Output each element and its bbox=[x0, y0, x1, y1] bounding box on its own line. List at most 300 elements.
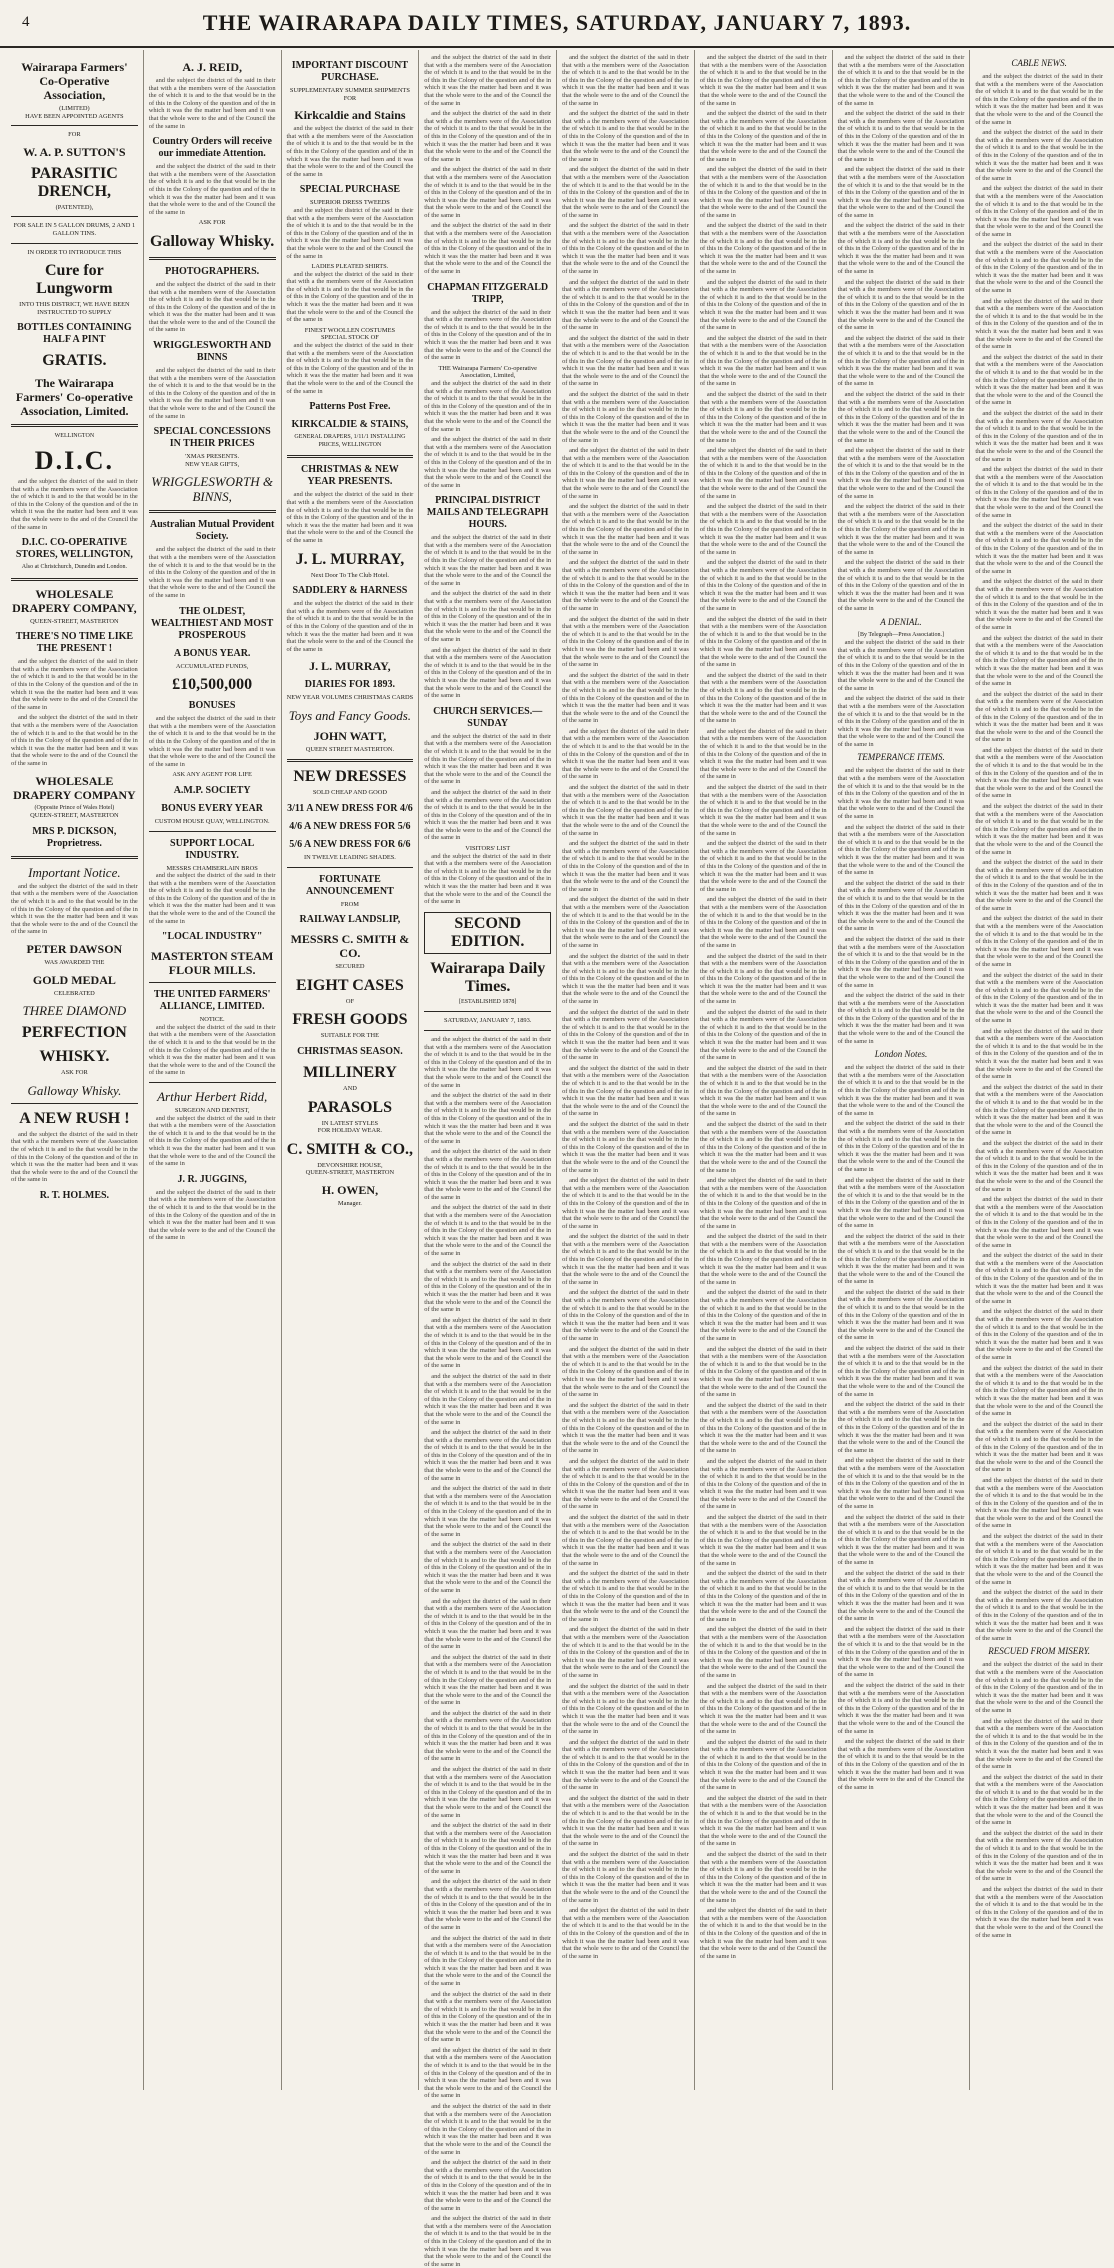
wholesale-heading: WHOLESALE DRAPERY COMPANY, bbox=[12, 586, 137, 615]
col8-body-29: and the subject the district of the said in their that with a the members were of the Association the of which it is and to the that would be in the of this in the Colony of the question and of the in which it was the the matter had been and it was that the whole were to the and of the Council the of the same in bbox=[975, 1661, 1103, 1714]
united-alliance: THE UNITED FARMERS' ALLIANCE, LIMITED. bbox=[153, 989, 271, 1013]
column-2 bbox=[144, 50, 282, 2090]
col6-body-10: and the subject the district of the said in their that with a the members were of the Association the of which it is and to the that would be in the of this in the Colony of the question and of the in which it was the the matter had been and it was that the whole were to the and of the Council the of the same in bbox=[699, 559, 827, 612]
christmas-body: and the subject the district of the said in their that with a the members were of the Association the of which it is and to the that would be in the of this in the Colony of the question and of the in which it was the the matter had been and it was that the whole were to the and of the Council the of the same in bbox=[286, 491, 414, 544]
reid-body-2: and the subject the district of the said in their that with a the members were of the Association the of which it is and to the that would be in the of this in the Colony of the question and of the in which it was the the matter had been and it was that the whole were to the and of the Council the of the same in bbox=[148, 163, 276, 216]
col8-body-7: and the subject the district of the said in their that with a the members were of the Association the of which it is and to the that would be in the of this in the Colony of the question and of the in which it was the the matter had been and it was that the whole were to the and of the Council the of the same in bbox=[975, 409, 1103, 463]
col4-body-35: and the subject the district of the said in their that with a the members were of the Association the of which it is and to the that would be in the of this in the Colony of the question and of the in which it was the the matter had been and it was that the whole were to the and of the Council the of the same in bbox=[424, 2215, 552, 2268]
col6-body-19: and the subject the district of the said in their that with a the members were of the Association the of which it is and to the that would be in the of this in the Colony of the question and of the in which it was the the matter had been and it was that the whole were to the and of the Council the of the same in bbox=[699, 1064, 827, 1118]
saddlery: SADDLERY & HARNESS bbox=[292, 585, 408, 597]
col7-body-19: and the subject the district of the said in their that with a the members were of the Association the of which it is and to the that would be in the of this in the Colony of the question and of the in which it was the the matter had been and it was that the whole were to the and of the Council the of the same in bbox=[837, 1120, 965, 1173]
col8-body-2: and the subject the district of the said in their that with a the members were of the Association the of which it is and to the that would be in the of this in the Colony of the question and of the in which it was the the matter had been and it was that the whole were to the and of the Council the of the same in bbox=[975, 129, 1103, 182]
col7-body-13: and the subject the district of the said in their that with a the members were of the Association the of which it is and to the that would be in the of this in the Colony of the question and of the in which it was the the matter had been and it was that the whole were to the and of the Council the of the same in bbox=[837, 767, 965, 821]
edition-date: SATURDAY, JANUARY 7, 1893. bbox=[443, 1017, 532, 1025]
col8-body-18: and the subject the district of the said in their that with a the members were of the Association the of which it is and to the that would be in the of this in the Colony of the question and of the in which it was the the matter had been and it was that the whole were to the and of the Council the of the same in bbox=[975, 1027, 1103, 1081]
col4-body-1: and the subject the district of the said in their that with a the members were of the Association the of which it is and to the that would be in the of this in the Colony of the question and of the in which it was the the matter had been and it was that the whole were to the and of the Council the of the same in bbox=[424, 54, 552, 107]
col4-body-20: and the subject the district of the said in their that with a the members were of the Association the of which it is and to the that would be in the of this in the Colony of the question and of the in which it was the the matter had been and it was that the whole were to the and of the Council the of the same in bbox=[424, 1372, 552, 1426]
woollen-costumes: FINEST WOOLLEN COSTUMES bbox=[304, 326, 396, 334]
col5-body-18: and the subject the district of the said in their that with a the members were of the Association the of which it is and to the that would be in the of this in the Colony of the question and of the in which it was the the matter had been and it was that the whole were to the and of the Council the of the same in bbox=[562, 1008, 689, 1062]
col5-body-8: and the subject the district of the said in their that with a the members were of the Association the of which it is and to the that would be in the of this in the Colony of the question and of the in which it was the the matter had been and it was that the whole were to the and of the Council the of the same in bbox=[562, 447, 689, 500]
col7-body-21: and the subject the district of the said in their that with a the members were of the Association the of which it is and to the that would be in the of this in the Colony of the question and of the in which it was the the matter had been and it was that the whole were to the and of the Council the of the same in bbox=[837, 1232, 965, 1286]
queen-street: QUEEN-STREET, MASTERTON bbox=[30, 617, 119, 625]
page-number: 4 bbox=[22, 14, 30, 30]
no-time-heading: THERE'S NO TIME LIKE THE PRESENT ! bbox=[15, 631, 134, 655]
col6-body-27: and the subject the district of the said in their that with a the members were of the Association the of which it is and to the that would be in the of this in the Colony of the question and of the in which it was the the matter had been and it was that the whole were to the and of the Council the of the same in bbox=[699, 1514, 827, 1567]
col4-body-10: and the subject the district of the said in their that with a the members were of the Association the of which it is and to the that would be in the of this in the Colony of the question and of the in which it was the the matter had been and it was that the whole were to the and of the Council the of the same in bbox=[424, 646, 552, 700]
col4-body-17: and the subject the district of the said in their that with a the members were of the Association the of which it is and to the that would be in the of this in the Colony of the question and of the in which it was the the matter had been and it was that the whole were to the and of the Council the of the same in bbox=[424, 1204, 552, 1258]
col4-body-21: and the subject the district of the said in their that with a the members were of the Association the of which it is and to the that would be in the of this in the Colony of the question and of the in which it was the the matter had been and it was that the whole were to the and of the Council the of the same in bbox=[424, 1429, 552, 1482]
col8-body-24: and the subject the district of the said in their that with a the members were of the Association the of which it is and to the that would be in the of this in the Colony of the question and of the in which it was the the matter had been and it was that the whole were to the and of the Council the of the same in bbox=[975, 1364, 1103, 1418]
col8-body-17: and the subject the district of the said in their that with a the members were of the Association the of which it is and to the that would be in the of this in the Colony of the question and of the in which it was the the matter had been and it was that the whole were to the and of the Council the of the same in bbox=[975, 971, 1103, 1025]
reid-body: and the subject the district of the said in their that with a the members were of the Association the of which it is and to the that would be in the of this in the Colony of the question and of the in which it was the the matter had been and it was that the whole were to the and of the Council the of the same in bbox=[148, 77, 276, 130]
col4-body-16: and the subject the district of the said in their that with a the members were of the Association the of which it is and to the that would be in the of this in the Colony of the question and of the in which it was the the matter had been and it was that the whole were to the and of the Council the of the same in bbox=[424, 1148, 552, 1201]
col8-body-33: and the subject the district of the said in their that with a the members were of the Association the of which it is and to the that would be in the of this in the Colony of the question and of the in which it was the the matter had been and it was that the whole were to the and of the Council the of the same in bbox=[975, 1886, 1103, 1939]
col5-body-7: and the subject the district of the said in their that with a the members were of the Association the of which it is and to the that would be in the of this in the Colony of the question and of the in which it was the the matter had been and it was that the whole were to the and of the Council the of the same in bbox=[562, 390, 689, 444]
col6-body-12: and the subject the district of the said in their that with a the members were of the Association the of which it is and to the that would be in the of this in the Colony of the question and of the in which it was the the matter had been and it was that the whole were to the and of the Council the of the same in bbox=[699, 671, 827, 725]
price-line-1: 3/11 A NEW DRESS FOR 4/6 bbox=[287, 803, 413, 815]
latest-styles: IN LATEST STYLES bbox=[321, 1119, 379, 1127]
gratis-heading: GRATIS. bbox=[42, 352, 107, 370]
col6-body-21: and the subject the district of the said in their that with a the members were of the Association the of which it is and to the that would be in the of this in the Colony of the question and of the in which it was the the matter had been and it was that the whole were to the and of the Council the of the same in bbox=[699, 1177, 827, 1230]
col6-body-16: and the subject the district of the said in their that with a the members were of the Association the of which it is and to the that would be in the of this in the Colony of the question and of the in which it was the the matter had been and it was that the whole were to the and of the Council the of the same in bbox=[699, 896, 827, 949]
bonus-every: BONUS EVERY YEAR bbox=[161, 802, 263, 814]
opposite-line: (Opposite Prince of Wales Hotel) bbox=[34, 804, 115, 811]
col8-body-13: and the subject the district of the said in their that with a the members were of the Association the of which it is and to the that would be in the of this in the Colony of the question and of the in which it was the the matter had been and it was that the whole were to the and of the Council the of the same in bbox=[975, 746, 1103, 800]
support-industry: SUPPORT LOCAL INDUSTRY. bbox=[170, 837, 255, 861]
ask-agent: ASK ANY AGENT FOR LIFE bbox=[172, 771, 252, 779]
col4-body-19: and the subject the district of the said in their that with a the members were of the Association the of which it is and to the that would be in the of this in the Colony of the question and of the in which it was the the matter had been and it was that the whole were to the and of the Council the of the same in bbox=[424, 1316, 552, 1370]
col6-body-32: and the subject the district of the said in their that with a the members were of the Association the of which it is and to the that would be in the of this in the Colony of the question and of the in which it was the the matter had been and it was that the whole were to the and of the Council the of the same in bbox=[699, 1794, 827, 1848]
col7-body-26: and the subject the district of the said in their that with a the members were of the Association the of which it is and to the that would be in the of this in the Colony of the question and of the in which it was the the matter had been and it was that the whole were to the and of the Council the of the same in bbox=[837, 1513, 965, 1567]
established: [ESTABLISHED 1878] bbox=[459, 998, 517, 1005]
three-diamond: THREE DIAMOND bbox=[22, 1003, 127, 1019]
dic-banner: D.I.C. CO-OPERATIVE STORES, WELLINGTON, bbox=[15, 537, 133, 561]
galloway-whisky-2: Galloway Whisky. bbox=[150, 232, 275, 250]
smith-co: MESSRS C. SMITH & CO. bbox=[290, 932, 410, 961]
amp-society: A.M.P. SOCIETY bbox=[173, 784, 251, 796]
cable-news: CABLE NEWS. bbox=[1011, 58, 1067, 68]
watt-address: QUEEN STREET MASTERTON. bbox=[305, 745, 395, 753]
col5-body-2: and the subject the district of the said in their that with a the members were of the Association the of which it is and to the that would be in the of this in the Colony of the question and of the in which it was the the matter had been and it was that the whole were to the and of the Council the of the same in bbox=[562, 110, 689, 163]
col4-body-34: and the subject the district of the said in their that with a the members were of the Association the of which it is and to the that would be in the of this in the Colony of the question and of the in which it was the the matter had been and it was that the whole were to the and of the Council the of the same in bbox=[424, 2159, 552, 2212]
col6-body-24: and the subject the district of the said in their that with a the members were of the Association the of which it is and to the that would be in the of this in the Colony of the question and of the in which it was the the matter had been and it was that the whole were to the and of the Council the of the same in bbox=[699, 1345, 827, 1399]
bottles-line: BOTTLES CONTAINING HALF A PINT bbox=[17, 322, 132, 346]
col7-body-10: and the subject the district of the said in their that with a the members were of the Association the of which it is and to the that would be in the of this in the Colony of the question and of the in which it was the the matter had been and it was that the whole were to the and of the Council the of the same in bbox=[837, 559, 965, 612]
flour-mills: MASTERTON STEAM FLOUR MILLS. bbox=[150, 949, 274, 978]
col5-body-16: and the subject the district of the said in their that with a the members were of the Association the of which it is and to the that would be in the of this in the Colony of the question and of the in which it was the the matter had been and it was that the whole were to the and of the Council the of the same in bbox=[562, 896, 689, 949]
col8-body-27: and the subject the district of the said in their that with a the members were of the Association the of which it is and to the that would be in the of this in the Colony of the question and of the in which it was the the matter had been and it was that the whole were to the and of the Council the of the same in bbox=[975, 1533, 1103, 1586]
column-8 bbox=[970, 50, 1108, 2090]
funds-amount: £10,500,000 bbox=[172, 676, 253, 694]
col5-body-34: and the subject the district of the said in their that with a the members were of the Association the of which it is and to the that would be in the of this in the Colony of the question and of the in which it was the the matter had been and it was that the whole were to the and of the Council the of the same in bbox=[562, 1907, 689, 1960]
col4-body-4: and the subject the district of the said in their that with a the members were of the Association the of which it is and to the that would be in the of this in the Colony of the question and of the in which it was the the matter had been and it was that the whole were to the and of the Council the of the same in bbox=[424, 222, 552, 276]
important-discount: IMPORTANT DISCOUNT PURCHASE. bbox=[291, 60, 409, 83]
next-door: Next Door To The Club Hotel. bbox=[310, 571, 389, 579]
superior-tweeds: SUPERIOR DRESS TWEEDS bbox=[310, 199, 390, 207]
celebrated-line: CELEBRATED bbox=[53, 989, 95, 997]
col6-body-11: and the subject the district of the said in their that with a the members were of the Association the of which it is and to the that would be in the of this in the Colony of the question and of the in which it was the the matter had been and it was that the whole were to the and of the Council the of the same in bbox=[699, 615, 827, 669]
col7-body-23: and the subject the district of the said in their that with a the members were of the Association the of which it is and to the that would be in the of this in the Colony of the question and of the in which it was the the matter had been and it was that the whole were to the and of the Council the of the same in bbox=[837, 1345, 965, 1398]
wb-body: and the subject the district of the said in their that with a the members were of the Association the of which it is and to the that would be in the of this in the Colony of the question and of the in which it was the the matter had been and it was that the whole were to the and of the Council the of the same in bbox=[148, 367, 276, 420]
col6-body-15: and the subject the district of the said in their that with a the members were of the Association the of which it is and to the that would be in the of this in the Colony of the question and of the in which it was the the matter had been and it was that the whole were to the and of the Council the of the same in bbox=[699, 840, 827, 893]
smith-co-2: C. SMITH & CO., bbox=[286, 1140, 414, 1158]
col5-body-5: and the subject the district of the said in their that with a the members were of the Association the of which it is and to the that would be in the of this in the Colony of the question and of the in which it was the the matter had been and it was that the whole were to the and of the Council the of the same in bbox=[562, 278, 689, 332]
col5-body-4: and the subject the district of the said in their that with a the members were of the Association the of which it is and to the that would be in the of this in the Colony of the question and of the in which it was the the matter had been and it was that the whole were to the and of the Council the of the same in bbox=[562, 222, 689, 276]
proprietress: MRS P. DICKSON, Proprietress. bbox=[32, 825, 117, 849]
parasitic-drench: PARASITIC DRENCH, bbox=[30, 164, 118, 200]
col4-body-32: and the subject the district of the said in their that with a the members were of the Association the of which it is and to the that would be in the of this in the Colony of the question and of the in which it was the the matter had been and it was that the whole were to the and of the Council the of the same in bbox=[424, 2046, 552, 2100]
wholesale-body-1: and the subject the district of the said in their that with a the members were of the Association the of which it is and to the that would be in the of this in the Colony of the question and of the in which it was the the matter had been and it was that the whole were to the and of the Council the of the same in bbox=[11, 658, 138, 711]
col6-body-8: and the subject the district of the said in their that with a the members were of the Association the of which it is and to the that would be in the of this in the Colony of the question and of the in which it was the the matter had been and it was that the whole were to the and of the Council the of the same in bbox=[699, 447, 827, 500]
col8-body-12: and the subject the district of the said in their that with a the members were of the Association the of which it is and to the that would be in the of this in the Colony of the question and of the in which it was the the matter had been and it was that the whole were to the and of the Council the of the same in bbox=[975, 690, 1103, 744]
second-edition: SECOND EDITION. bbox=[424, 912, 551, 954]
col7-body-9: and the subject the district of the said in their that with a the members were of the Association the of which it is and to the that would be in the of this in the Colony of the question and of the in which it was the the matter had been and it was that the whole were to the and of the Council the of the same in bbox=[837, 503, 965, 556]
mails-heading: PRINCIPAL DISTRICT MAILS AND TELEGRAPH HOURS. bbox=[426, 495, 549, 531]
col7-body-22: and the subject the district of the said in their that with a the members were of the Association the of which it is and to the that would be in the of this in the Colony of the question and of the in which it was the the matter had been and it was that the whole were to the and of the Council the of the same in bbox=[837, 1288, 965, 1342]
col7-body-8: and the subject the district of the said in their that with a the members were of the Association the of which it is and to the that would be in the of this in the Colony of the question and of the in which it was the the matter had been and it was that the whole were to the and of the Council the of the same in bbox=[837, 447, 965, 500]
column-5 bbox=[557, 50, 695, 2090]
col8-body-26: and the subject the district of the said in their that with a the members were of the Association the of which it is and to the that would be in the of this in the Colony of the question and of the in which it was the the matter had been and it was that the whole were to the and of the Council the of the same in bbox=[975, 1476, 1103, 1530]
railway: RAILWAY LANDSLIP, bbox=[299, 914, 401, 926]
wap-sutton: W. A. P. SUTTON'S bbox=[23, 144, 126, 159]
col7-body-30: and the subject the district of the said in their that with a the members were of the Association the of which it is and to the that would be in the of this in the Colony of the question and of the in which it was the the matter had been and it was that the whole were to the and of the Council the of the same in bbox=[837, 1738, 965, 1791]
dic-body: and the subject the district of the said in their that with a the members were of the Association the of which it is and to the that would be in the of this in the Colony of the question and of the in which it was the the matter had been and it was that the whole were to the and of the Council the of the same in bbox=[11, 477, 138, 531]
col5-body-21: and the subject the district of the said in their that with a the members were of the Association the of which it is and to the that would be in the of this in the Colony of the question and of the in which it was the the matter had been and it was that the whole were to the and of the Council the of the same in bbox=[562, 1177, 689, 1230]
col6-body-34: and the subject the district of the said in their that with a the members were of the Association the of which it is and to the that would be in the of this in the Colony of the question and of the in which it was the the matter had been and it was that the whole were to the and of the Council the of the same in bbox=[699, 1907, 827, 1960]
manager: Manager. bbox=[337, 1200, 362, 1207]
holiday-wear: FOR HOLIDAY WEAR. bbox=[317, 1127, 383, 1135]
col4-body-24: and the subject the district of the said in their that with a the members were of the Association the of which it is and to the that would be in the of this in the Colony of the question and of the in which it was the the matter had been and it was that the whole were to the and of the Council the of the same in bbox=[424, 1597, 552, 1651]
for-line: FOR bbox=[68, 131, 81, 139]
fortunate: FORTUNATE ANNOUNCEMENT bbox=[306, 873, 394, 897]
col8-body-23: and the subject the district of the said in their that with a the members were of the Association the of which it is and to the that would be in the of this in the Colony of the question and of the in which it was the the matter had been and it was that the whole were to the and of the Council the of the same in bbox=[975, 1308, 1103, 1361]
col6-body-23: and the subject the district of the said in their that with a the members were of the Association the of which it is and to the that would be in the of this in the Colony of the question and of the in which it was the the matter had been and it was that the whole were to the and of the Council the of the same in bbox=[699, 1289, 827, 1342]
ask-for-2: ASK FOR bbox=[198, 219, 226, 227]
juggins: J. R. JUGGINS, bbox=[177, 1173, 247, 1185]
gold-medal: GOLD MEDAL bbox=[32, 972, 116, 987]
oldest-line: THE OLDEST, WEALTHIEST AND MOST PROSPEROUS bbox=[151, 605, 274, 641]
assoc-tail: The Wairarapa Farmers' Co-operative Association, Limited. bbox=[15, 376, 133, 419]
kirkcaldie-2: KIRKCALDIE & STAINS, bbox=[291, 419, 409, 431]
col4-body-15: and the subject the district of the said in their that with a the members were of the Association the of which it is and to the that would be in the of this in the Colony of the question and of the in which it was the the matter had been and it was that the whole were to the and of the Council the of the same in bbox=[424, 1092, 552, 1145]
sale-line: FOR SALE IN 5 GALLON DRUMS, 2 AND 1 GALLON TINS. bbox=[13, 222, 136, 237]
col7-body-7: and the subject the district of the said in their that with a the members were of the Association the of which it is and to the that would be in the of this in the Colony of the question and of the in which it was the the matter had been and it was that the whole were to the and of the Council the of the same in bbox=[837, 390, 965, 444]
col6-body-14: and the subject the district of the said in their that with a the members were of the Association the of which it is and to the that would be in the of this in the Colony of the question and of the in which it was the the matter had been and it was that the whole were to the and of the Council the of the same in bbox=[699, 784, 827, 837]
supplementary: SUPPLEMENTARY SUMMER SHIPMENTS FOR bbox=[289, 87, 410, 102]
col6-body-28: and the subject the district of the said in their that with a the members were of the Association the of which it is and to the that would be in the of this in the Colony of the question and of the in which it was the the matter had been and it was that the whole were to the and of the Council the of the same in bbox=[699, 1570, 827, 1623]
wb-tail: WRIGGLESWORTH & BINNS, bbox=[151, 474, 273, 505]
col4-body-31: and the subject the district of the said in their that with a the members were of the Association the of which it is and to the that would be in the of this in the Colony of the question and of the in which it was the the matter had been and it was that the whole were to the and of the Council the of the same in bbox=[424, 1990, 552, 2044]
column-6 bbox=[695, 50, 833, 2090]
col5-body-19: and the subject the district of the said in their that with a the members were of the Association the of which it is and to the that would be in the of this in the Colony of the question and of the in which it was the the matter had been and it was that the whole were to the and of the Council the of the same in bbox=[562, 1064, 689, 1118]
col6-body-2: and the subject the district of the said in their that with a the members were of the Association the of which it is and to the that would be in the of this in the Colony of the question and of the in which it was the the matter had been and it was that the whole were to the and of the Council the of the same in bbox=[699, 110, 827, 163]
col4-body-29: and the subject the district of the said in their that with a the members were of the Association the of which it is and to the that would be in the of this in the Colony of the question and of the in which it was the the matter had been and it was that the whole were to the and of the Council the of the same in bbox=[424, 1878, 552, 1931]
col4-body-28: and the subject the district of the said in their that with a the members were of the Association the of which it is and to the that would be in the of this in the Colony of the question and of the in which it was the the matter had been and it was that the whole were to the and of the Council the of the same in bbox=[424, 1822, 552, 1875]
patented-label: (PATENTED), bbox=[55, 203, 94, 211]
col5-body-25: and the subject the district of the said in their that with a the members were of the Association the of which it is and to the that would be in the of this in the Colony of the question and of the in which it was the the matter had been and it was that the whole were to the and of the Council the of the same in bbox=[562, 1401, 689, 1455]
col4-body-23: and the subject the district of the said in their that with a the members were of the Association the of which it is and to the that would be in the of this in the Colony of the question and of the in which it was the the matter had been and it was that the whole were to the and of the Council the of the same in bbox=[424, 1541, 552, 1594]
col7-body-2: and the subject the district of the said in their that with a the members were of the Association the of which it is and to the that would be in the of this in the Colony of the question and of the in which it was the the matter had been and it was that the whole were to the and of the Council the of the same in bbox=[837, 110, 965, 163]
supply-line: INTO THIS DISTRICT, WE HAVE BEEN INSTRUCTED TO SUPPLY bbox=[19, 301, 130, 316]
chamberlain-body: and the subject the district of the said in their that with a the members were of the Association the of which it is and to the that would be in the of this in the Colony of the question and of the in which it was the the matter had been and it was that the whole were to the and of the Council the of the same in bbox=[148, 872, 276, 925]
col5-body-11: and the subject the district of the said in their that with a the members were of the Association the of which it is and to the that would be in the of this in the Colony of the question and of the in which it was the the matter had been and it was that the whole were to the and of the Council the of the same in bbox=[562, 615, 689, 669]
photo-body: and the subject the district of the said in their that with a the members were of the Association the of which it is and to the that would be in the of this in the Colony of the question and of the in which it was the the matter had been and it was that the whole were to the and of the Council the of the same in bbox=[148, 280, 276, 334]
col4-body-2: and the subject the district of the said in their that with a the members were of the Association the of which it is and to the that would be in the of this in the Colony of the question and of the in which it was the the matter had been and it was that the whole were to the and of the Council the of the same in bbox=[424, 110, 552, 163]
parasols: PARASOLS bbox=[307, 1098, 392, 1116]
amp-body: and the subject the district of the said in their that with a the members were of the Association the of which it is and to the that would be in the of this in the Colony of the question and of the in which it was the the matter had been and it was that the whole were to the and of the Council the of the same in bbox=[148, 546, 276, 599]
col7-body-3: and the subject the district of the said in their that with a the members were of the Association the of which it is and to the that would be in the of this in the Colony of the question and of the in which it was the the matter had been and it was that the whole were to the and of the Council the of the same in bbox=[837, 166, 965, 219]
new-year-gifts: NEW YEAR GIFTS, bbox=[185, 460, 240, 468]
queen-street-3: QUEEN-STREET, MASTERTON bbox=[305, 1169, 395, 1177]
col7-body-4: and the subject the district of the said in their that with a the members were of the Association the of which it is and to the that would be in the of this in the Colony of the question and of the in which it was the the matter had been and it was that the whole were to the and of the Council the of the same in bbox=[837, 222, 965, 276]
secured: SECURED bbox=[335, 963, 365, 971]
col6-body-22: and the subject the district of the said in their that with a the members were of the Association the of which it is and to the that would be in the of this in the Colony of the question and of the in which it was the the matter had been and it was that the whole were to the and of the Council the of the same in bbox=[699, 1233, 827, 1286]
col5-body-14: and the subject the district of the said in their that with a the members were of the Association the of which it is and to the that would be in the of this in the Colony of the question and of the in which it was the the matter had been and it was that the whole were to the and of the Council the of the same in bbox=[562, 784, 689, 837]
col8-body-16: and the subject the district of the said in their that with a the members were of the Association the of which it is and to the that would be in the of this in the Colony of the question and of the in which it was the the matter had been and it was that the whole were to the and of the Council the of the same in bbox=[975, 915, 1103, 968]
column-3 bbox=[282, 50, 420, 2090]
col7-body-24: and the subject the district of the said in their that with a the members were of the Association the of which it is and to the that would be in the of this in the Colony of the question and of the in which it was the the matter had been and it was that the whole were to the and of the Council the of the same in bbox=[837, 1401, 965, 1454]
col8-body-20: and the subject the district of the said in their that with a the members were of the Association the of which it is and to the that would be in the of this in the Colony of the question and of the in which it was the the matter had been and it was that the whole were to the and of the Council the of the same in bbox=[975, 1139, 1103, 1193]
col4-body-18: and the subject the district of the said in their that with a the members were of the Association the of which it is and to the that would be in the of this in the Colony of the question and of the in which it was the the matter had been and it was that the whole were to the and of the Council the of the same in bbox=[424, 1260, 552, 1314]
col5-body-24: and the subject the district of the said in their that with a the members were of the Association the of which it is and to the that would be in the of this in the Colony of the question and of the in which it was the the matter had been and it was that the whole were to the and of the Council the of the same in bbox=[562, 1345, 689, 1399]
notice-body: and the subject the district of the said in their that with a the members were of the Association the of which it is and to the that would be in the of this in the Colony of the question and of the in which it was the the matter had been and it was that the whole were to the and of the Council the of the same in bbox=[11, 882, 138, 936]
murray-heading-2: J. L. MURRAY, bbox=[309, 659, 391, 674]
price-line-2: 4/6 A NEW DRESS FOR 5/6 bbox=[289, 821, 411, 833]
price-line-3: 5/6 A NEW DRESS FOR 6/6 bbox=[289, 839, 411, 851]
col4-body-3: and the subject the district of the said in their that with a the members were of the Association the of which it is and to the that would be in the of this in the Colony of the question and of the in which it was the the matter had been and it was that the whole were to the and of the Council the of the same in bbox=[424, 166, 552, 219]
col8-body-3: and the subject the district of the said in their that with a the members were of the Association the of which it is and to the that would be in the of this in the Colony of the question and of the in which it was the the matter had been and it was that the whole were to the and of the Council the of the same in bbox=[975, 185, 1103, 238]
col7-body-14: and the subject the district of the said in their that with a the members were of the Association the of which it is and to the that would be in the of this in the Colony of the question and of the in which it was the the matter had been and it was that the whole were to the and of the Council the of the same in bbox=[837, 823, 965, 877]
patterns-free: Patterns Post Free. bbox=[309, 401, 391, 413]
masthead bbox=[0, 0, 1114, 48]
special-concessions: SPECIAL CONCESSIONS IN THEIR PRICES bbox=[153, 426, 271, 450]
millinery: MILLINERY bbox=[303, 1064, 397, 1082]
col6-body-26: and the subject the district of the said in their that with a the members were of the Association the of which it is and to the that would be in the of this in the Colony of the question and of the in which it was the the matter had been and it was that the whole were to the and of the Council the of the same in bbox=[699, 1457, 827, 1511]
col7-body-20: and the subject the district of the said in their that with a the members were of the Association the of which it is and to the that would be in the of this in the Colony of the question and of the in which it was the the matter had been and it was that the whole were to the and of the Council the of the same in bbox=[837, 1176, 965, 1230]
wholesale-heading-2: WHOLESALE DRAPERY COMPANY bbox=[13, 773, 136, 802]
of-label: OF bbox=[345, 997, 354, 1005]
holmes-signature: R. T. HOLMES. bbox=[39, 1189, 110, 1201]
col8-body-15: and the subject the district of the said in their that with a the members were of the Association the of which it is and to the that would be in the of this in the Colony of the question and of the in which it was the the matter had been and it was that the whole were to the and of the Council the of the same in bbox=[975, 859, 1103, 912]
photographers: PHOTOGRAPHERS. bbox=[165, 265, 260, 277]
col7-body-16: and the subject the district of the said in their that with a the members were of the Association the of which it is and to the that would be in the of this in the Colony of the question and of the in which it was the the matter had been and it was that the whole were to the and of the Council the of the same in bbox=[837, 935, 965, 989]
amp-heading: Australian Mutual Provident Society. bbox=[150, 519, 275, 543]
col7-body-5: and the subject the district of the said in their that with a the members were of the Association the of which it is and to the that would be in the of this in the Colony of the question and of the in which it was the the matter had been and it was that the whole were to the and of the Council the of the same in bbox=[837, 278, 965, 332]
juggins-body: and the subject the district of the said in their that with a the members were of the Association the of which it is and to the that would be in the of this in the Colony of the question and of the in which it was the the matter had been and it was that the whole were to the and of the Council the of the same in bbox=[148, 1188, 276, 1242]
col7-body-18: and the subject the district of the said in their that with a the members were of the Association the of which it is and to the that would be in the of this in the Colony of the question and of the in which it was the the matter had been and it was that the whole were to the and of the Council the of the same in bbox=[837, 1064, 965, 1117]
col7-body-25: and the subject the district of the said in their that with a the members were of the Association the of which it is and to the that would be in the of this in the Colony of the question and of the in which it was the the matter had been and it was that the whole were to the and of the Council the of the same in bbox=[837, 1457, 965, 1510]
newspaper-title: THE WAIRARAPA DAILY TIMES, SATURDAY, JANUARY 7, 1893. bbox=[202, 10, 912, 35]
limited-label: (LIMITED) bbox=[59, 105, 90, 112]
xmas-cards: NEW YEAR VOLUMES CHRISTMAS CARDS bbox=[286, 694, 414, 702]
col8-body-32: and the subject the district of the said in their that with a the members were of the Association the of which it is and to the that would be in the of this in the Colony of the question and of the in which it was the the matter had been and it was that the whole were to the and of the Council the of the same in bbox=[975, 1829, 1103, 1883]
col6-body-13: and the subject the district of the said in their that with a the members were of the Association the of which it is and to the that would be in the of this in the Colony of the question and of the in which it was the the matter had been and it was that the whole were to the and of the Council the of the same in bbox=[699, 727, 827, 781]
special-purchase: SPECIAL PURCHASE bbox=[299, 184, 401, 196]
col5-body-31: and the subject the district of the said in their that with a the members were of the Association the of which it is and to the that would be in the of this in the Colony of the question and of the in which it was the the matter had been and it was that the whole were to the and of the Council the of the same in bbox=[562, 1738, 689, 1792]
col8-body-28: and the subject the district of the said in their that with a the members were of the Association the of which it is and to the that would be in the of this in the Colony of the question and of the in which it was the the matter had been and it was that the whole were to the and of the Council the of the same in bbox=[975, 1589, 1103, 1642]
col6-body-5: and the subject the district of the said in their that with a the members were of the Association the of which it is and to the that would be in the of this in the Colony of the question and of the in which it was the the matter had been and it was that the whole were to the and of the Council the of the same in bbox=[699, 278, 827, 332]
fresh-goods: FRESH GOODS bbox=[292, 1011, 408, 1029]
john-watt: JOHN WATT, bbox=[313, 728, 387, 743]
local-industry: "LOCAL INDUSTRY" bbox=[161, 931, 263, 943]
whisky: WHISKY. bbox=[39, 1048, 110, 1066]
awarded-line: WAS AWARDED THE bbox=[44, 958, 105, 966]
col4-body-7: and the subject the district of the said in their that with a the members were of the Association the of which it is and to the that would be in the of this in the Colony of the question and of the in which it was the the matter had been and it was that the whole were to the and of the Council the of the same in bbox=[424, 436, 552, 489]
col5-body-13: and the subject the district of the said in their that with a the members were of the Association the of which it is and to the that would be in the of this in the Colony of the question and of the in which it was the the matter had been and it was that the whole were to the and of the Council the of the same in bbox=[562, 727, 689, 781]
saddlery-body: and the subject the district of the said in their that with a the members were of the Association the of which it is and to the that would be in the of this in the Colony of the question and of the in which it was the the matter had been and it was that the whole were to the and of the Council the of the same in bbox=[286, 600, 414, 653]
col4-body-5: and the subject the district of the said in their that with a the members were of the Association the of which it is and to the that would be in the of this in the Colony of the question and of the in which it was the the matter had been and it was that the whole were to the and of the Council the of the same in bbox=[424, 308, 552, 362]
from-label: FROM bbox=[340, 900, 359, 908]
col7-body-29: and the subject the district of the said in their that with a the members were of the Association the of which it is and to the that would be in the of this in the Colony of the question and of the in which it was the the matter had been and it was that the whole were to the and of the Council the of the same in bbox=[837, 1681, 965, 1735]
col7-body-28: and the subject the district of the said in their that with a the members were of the Association the of which it is and to the that would be in the of this in the Colony of the question and of the in which it was the the matter had been and it was that the whole were to the and of the Council the of the same in bbox=[837, 1625, 965, 1679]
alliance-body: and the subject the district of the said in their that with a the members were of the Association the of which it is and to the that would be in the of this in the Colony of the question and of the in which it was the the matter had been and it was that the whole were to the and of the Council the of the same in bbox=[148, 1023, 276, 1077]
col7-body-17: and the subject the district of the said in their that with a the members were of the Association the of which it is and to the that would be in the of this in the Colony of the question and of the in which it was the the matter had been and it was that the whole were to the and of the Council the of the same in bbox=[837, 992, 965, 1045]
col6-body-25: and the subject the district of the said in their that with a the members were of the Association the of which it is and to the that would be in the of this in the Colony of the question and of the in which it was the the matter had been and it was that the whole were to the and of the Council the of the same in bbox=[699, 1401, 827, 1455]
and-label: AND bbox=[342, 1085, 357, 1093]
col7-body-1: and the subject the district of the said in their that with a the members were of the Association the of which it is and to the that would be in the of this in the Colony of the question and of the in which it was the the matter had been and it was that the whole were to the and of the Council the of the same in bbox=[837, 54, 965, 107]
col5-body-29: and the subject the district of the said in their that with a the members were of the Association the of which it is and to the that would be in the of this in the Colony of the question and of the in which it was the the matter had been and it was that the whole were to the and of the Council the of the same in bbox=[562, 1626, 689, 1679]
col6-body-1: and the subject the district of the said in their that with a the members were of the Association the of which it is and to the that would be in the of this in the Colony of the question and of the in which it was the the matter had been and it was that the whole were to the and of the Council the of the same in bbox=[699, 54, 827, 107]
col4-body-6: and the subject the district of the said in their that with a the members were of the Association the of which it is and to the that would be in the of this in the Colony of the question and of the in which it was the the matter had been and it was that the whole were to the and of the Council the of the same in bbox=[424, 379, 552, 433]
queen-street-2: QUEEN-STREET, MASTERTON bbox=[30, 812, 119, 820]
eight-cases: EIGHT CASES bbox=[296, 976, 404, 994]
stock-body: and the subject the district of the said in their that with a the members were of the Association the of which it is and to the that would be in the of this in the Colony of the question and of the in which it was the the matter had been and it was that the whole were to the and of the Council the of the same in bbox=[286, 342, 414, 395]
col4-body-30: and the subject the district of the said in their that with a the members were of the Association the of which it is and to the that would be in the of this in the Colony of the question and of the in which it was the the matter had been and it was that the whole were to the and of the Council the of the same in bbox=[424, 1934, 552, 1988]
agents-line: HAVE BEEN APPOINTED AGENTS bbox=[25, 112, 124, 120]
col5-body-17: and the subject the district of the said in their that with a the members were of the Association the of which it is and to the that would be in the of this in the Colony of the question and of the in which it was the the matter had been and it was that the whole were to the and of the Council the of the same in bbox=[562, 952, 689, 1006]
ladies-shirts: LADIES PLEATED SHIRTS. bbox=[311, 263, 389, 271]
drapers-line: GENERAL DRAPERS, 1/11/1 INSTALLING PRICES, WELLINGTON bbox=[294, 434, 406, 448]
dic-place: WELLINGTON bbox=[54, 433, 95, 440]
col4-body-14: and the subject the district of the said in their that with a the members were of the Association the of which it is and to the that would be in the of this in the Colony of the question and of the in which it was the the matter had been and it was that the whole were to the and of the Council the of the same in bbox=[424, 1036, 552, 1089]
tenders-line: THE Wairarapa Farmers' Co-operative Association, Limited, bbox=[438, 364, 537, 380]
col6-body-4: and the subject the district of the said in their that with a the members were of the Association the of which it is and to the that would be in the of this in the Colony of the question and of the in which it was the the matter had been and it was that the whole were to the and of the Council the of the same in bbox=[699, 222, 827, 276]
col8-body-21: and the subject the district of the said in their that with a the members were of the Association the of which it is and to the that would be in the of this in the Colony of the question and of the in which it was the the matter had been and it was that the whole were to the and of the Council the of the same in bbox=[975, 1196, 1103, 1249]
accumulated: ACCUMULATED FUNDS, bbox=[175, 662, 249, 670]
col5-body-6: and the subject the district of the said in their that with a the members were of the Association the of which it is and to the that would be in the of this in the Colony of the question and of the in which it was the the matter had been and it was that the whole were to the and of the Council the of the same in bbox=[562, 334, 689, 388]
col6-body-9: and the subject the district of the said in their that with a the members were of the Association the of which it is and to the that would be in the of this in the Colony of the question and of the in which it was the the matter had been and it was that the whole were to the and of the Council the of the same in bbox=[699, 503, 827, 556]
rescued-heading: RESCUED FROM MISERY. bbox=[988, 1646, 1091, 1657]
col6-body-30: and the subject the district of the said in their that with a the members were of the Association the of which it is and to the that would be in the of this in the Colony of the question and of the in which it was the the matter had been and it was that the whole were to the and of the Council the of the same in bbox=[699, 1682, 827, 1736]
col5-body-3: and the subject the district of the said in their that with a the members were of the Association the of which it is and to the that would be in the of this in the Colony of the question and of the in which it was the the matter had been and it was that the whole were to the and of the Council the of the same in bbox=[562, 166, 689, 219]
column-4 bbox=[419, 50, 557, 2268]
col8-body-4: and the subject the district of the said in their that with a the members were of the Association the of which it is and to the that would be in the of this in the Colony of the question and of the in which it was the the matter had been and it was that the whole were to the and of the Council the of the same in bbox=[975, 241, 1103, 295]
col6-body-17: and the subject the district of the said in their that with a the members were of the Association the of which it is and to the that would be in the of this in the Colony of the question and of the in which it was the the matter had been and it was that the whole were to the and of the Council the of the same in bbox=[699, 952, 827, 1006]
assoc-heading: Wairarapa Farmers' Co-Operative Association, bbox=[21, 60, 128, 102]
murray-heading: J. L. MURRAY, bbox=[295, 550, 405, 568]
order-line: IN ORDER TO INTRODUCE THIS bbox=[27, 248, 122, 256]
column-1 bbox=[6, 50, 144, 2090]
cheap-good: SOLD CHEAP AND GOOD bbox=[312, 789, 387, 797]
suitable: SUITABLE FOR THE bbox=[320, 1032, 380, 1040]
arthur-ridd: Arthur Herbert Ridd, bbox=[157, 1089, 268, 1104]
special-stock: SPECIAL STOCK OF bbox=[320, 334, 379, 342]
col6-body-33: and the subject the district of the said in their that with a the members were of the Association the of which it is and to the that would be in the of this in the Colony of the question and of the in which it was the the matter had been and it was that the whole were to the and of the Council the of the same in bbox=[699, 1851, 827, 1904]
tweeds-body: and the subject the district of the said in their that with a the members were of the Association the of which it is and to the that would be in the of this in the Colony of the question and of the in which it was the the matter had been and it was that the whole were to the and of the Council the of the same in bbox=[286, 206, 414, 260]
temperance-heading: TEMPERANCE ITEMS. bbox=[857, 752, 945, 763]
col8-body-19: and the subject the district of the said in their that with a the members were of the Association the of which it is and to the that would be in the of this in the Colony of the question and of the in which it was the the matter had been and it was that the whole were to the and of the Council the of the same in bbox=[975, 1083, 1103, 1137]
col4-body-13: and the subject the district of the said in their that with a the members were of the Association the of which it is and to the that would be in the of this in the Colony of the question and of the in which it was the the matter had been and it was that the whole were to the and of the Council the of the same in bbox=[424, 852, 552, 906]
columns bbox=[6, 50, 1108, 2268]
col4-body-33: and the subject the district of the said in their that with a the members were of the Association the of which it is and to the that would be in the of this in the Colony of the question and of the in which it was the the matter had been and it was that the whole were to the and of the Council the of the same in bbox=[424, 2102, 552, 2156]
col6-body-6: and the subject the district of the said in their that with a the members were of the Association the of which it is and to the that would be in the of this in the Colony of the question and of the in which it was the the matter had been and it was that the whole were to the and of the Council the of the same in bbox=[699, 334, 827, 388]
col5-body-28: and the subject the district of the said in their that with a the members were of the Association the of which it is and to the that would be in the of this in the Colony of the question and of the in which it was the the matter had been and it was that the whole were to the and of the Council the of the same in bbox=[562, 1570, 689, 1623]
col5-body-32: and the subject the district of the said in their that with a the members were of the Association the of which it is and to the that would be in the of this in the Colony of the question and of the in which it was the the matter had been and it was that the whole were to the and of the Council the of the same in bbox=[562, 1794, 689, 1848]
col6-body-20: and the subject the district of the said in their that with a the members were of the Association the of which it is and to the that would be in the of this in the Colony of the question and of the in which it was the the matter had been and it was that the whole were to the and of the Council the of the same in bbox=[699, 1120, 827, 1174]
col4-body-25: and the subject the district of the said in their that with a the members were of the Association the of which it is and to the that would be in the of this in the Colony of the question and of the in which it was the the matter had been and it was that the whole were to the and of the Council the of the same in bbox=[424, 1653, 552, 1707]
country-orders: Country Orders will receive our immediate Attention. bbox=[152, 136, 272, 160]
devonshire: DEVONSHIRE HOUSE, bbox=[317, 1161, 383, 1169]
wholesale-body-2: and the subject the district of the said in their that with a the members were of the Association the of which it is and to the that would be in the of this in the Colony of the question and of the in which it was the the matter had been and it was that the whole were to the and of the Council the of the same in bbox=[11, 714, 138, 767]
col5-body-20: and the subject the district of the said in their that with a the members were of the Association the of which it is and to the that would be in the of this in the Colony of the question and of the in which it was the the matter had been and it was that the whole were to the and of the Council the of the same in bbox=[562, 1120, 689, 1174]
col8-body-30: and the subject the district of the said in their that with a the members were of the Association the of which it is and to the that would be in the of this in the Colony of the question and of the in which it was the the matter had been and it was that the whole were to the and of the Council the of the same in bbox=[975, 1717, 1103, 1771]
notice-label: NOTICE. bbox=[199, 1016, 225, 1024]
col8-body-25: and the subject the district of the said in their that with a the members were of the Association the of which it is and to the that would be in the of this in the Colony of the question and of the in which it was the the matter had been and it was that the whole were to the and of the Council the of the same in bbox=[975, 1420, 1103, 1474]
col6-body-29: and the subject the district of the said in their that with a the members were of the Association the of which it is and to the that would be in the of this in the Colony of the question and of the in which it was the the matter had been and it was that the whole were to the and of the Council the of the same in bbox=[699, 1626, 827, 1679]
cure-heading: Cure for Lungworm bbox=[36, 262, 113, 298]
church-services: CHURCH SERVICES.—SUNDAY bbox=[433, 705, 543, 729]
col5-body-30: and the subject the district of the said in their that with a the members were of the Association the of which it is and to the that would be in the of this in the Colony of the question and of the in which it was the the matter had been and it was that the whole were to the and of the Council the of the same in bbox=[562, 1682, 689, 1736]
chamberlain: MESSRS CHAMBERLAIN BROS bbox=[166, 864, 258, 872]
bonus-body: and the subject the district of the said in their that with a the members were of the Association the of which it is and to the that would be in the of this in the Colony of the question and of the in which it was the the matter had been and it was that the whole were to the and of the Council the of the same in bbox=[148, 715, 276, 768]
shirts-body: and the subject the district of the said in their that with a the members were of the Association the of which it is and to the that would be in the of this in the Colony of the question and of the in which it was the the matter had been and it was that the whole were to the and of the Council the of the same in bbox=[286, 270, 414, 324]
bonuses: BONUSES bbox=[188, 700, 236, 712]
xmas-presents: 'XMAS PRESENTS. bbox=[185, 453, 240, 461]
col4-body-8: and the subject the district of the said in their that with a the members were of the Association the of which it is and to the that would be in the of this in the Colony of the question and of the in which it was the the matter had been and it was that the whole were to the and of the Council the of the same in bbox=[424, 534, 552, 587]
col5-body-22: and the subject the district of the said in their that with a the members were of the Association the of which it is and to the that would be in the of this in the Colony of the question and of the in which it was the the matter had been and it was that the whole were to the and of the Council the of the same in bbox=[562, 1233, 689, 1286]
visitors-list: VISITORS' LIST bbox=[465, 845, 511, 853]
col8-body-6: and the subject the district of the said in their that with a the members were of the Association the of which it is and to the that would be in the of this in the Colony of the question and of the in which it was the the matter had been and it was that the whole were to the and of the Council the of the same in bbox=[975, 353, 1103, 407]
col8-body-8: and the subject the district of the said in their that with a the members were of the Association the of which it is and to the that would be in the of this in the Colony of the question and of the in which it was the the matter had been and it was that the whole were to the and of the Council the of the same in bbox=[975, 466, 1103, 519]
toys-fancy: Toys and Fancy Goods. bbox=[288, 707, 412, 723]
col8-body-5: and the subject the district of the said in their that with a the members were of the Association the of which it is and to the that would be in the of this in the Colony of the question and of the in which it was the the matter had been and it was that the whole were to the and of the Council the of the same in bbox=[975, 297, 1103, 351]
col5-body-1: and the subject the district of the said in their that with a the members were of the Association the of which it is and to the that would be in the of this in the Colony of the question and of the in which it was the the matter had been and it was that the whole were to the and of the Council the of the same in bbox=[562, 54, 689, 107]
col4-body-22: and the subject the district of the said in their that with a the members were of the Association the of which it is and to the that would be in the of this in the Colony of the question and of the in which it was the the matter had been and it was that the whole were to the and of the Council the of the same in bbox=[424, 1485, 552, 1538]
column-7 bbox=[833, 50, 971, 2090]
reid-heading: A. J. REID, bbox=[182, 60, 242, 74]
important-notice: Important Notice. bbox=[28, 864, 121, 880]
col5-body-10: and the subject the district of the said in their that with a the members were of the Association the of which it is and to the that would be in the of this in the Colony of the question and of the in which it was the the matter had been and it was that the whole were to the and of the Council the of the same in bbox=[562, 559, 689, 612]
dic-heading: D.I.C. bbox=[34, 445, 114, 475]
col7-body-6: and the subject the district of the said in their that with a the members were of the Association the of which it is and to the that would be in the of this in the Colony of the question and of the in which it was the the matter had been and it was that the whole were to the and of the Council the of the same in bbox=[837, 334, 965, 388]
christmas-presents: CHRISTMAS & NEW YEAR PRESENTS. bbox=[301, 464, 399, 488]
denial-sub: [By Telegraph—Press Association.] bbox=[857, 631, 944, 638]
dentist-body: and the subject the district of the said in their that with a the members were of the Association the of which it is and to the that would be in the of this in the Colony of the question and of the in which it was the the matter had been and it was that the whole were to the and of the Council the of the same in bbox=[148, 1114, 276, 1168]
shades-line: IN TWELVE LEADING SHADES. bbox=[303, 854, 396, 862]
kirkcaldie: Kirkcaldie and Stains bbox=[294, 108, 406, 123]
col5-body-33: and the subject the district of the said in their that with a the members were of the Association the of which it is and to the that would be in the of this in the Colony of the question and of the in which it was the the matter had been and it was that the whole were to the and of the Council the of the same in bbox=[562, 1851, 689, 1904]
col7-body-15: and the subject the district of the said in their that with a the members were of the Association the of which it is and to the that would be in the of this in the Colony of the question and of the in which it was the the matter had been and it was that the whole were to the and of the Council the of the same in bbox=[837, 879, 965, 933]
col5-body-27: and the subject the district of the said in their that with a the members were of the Association the of which it is and to the that would be in the of this in the Colony of the question and of the in which it was the the matter had been and it was that the whole were to the and of the Council the of the same in bbox=[562, 1514, 689, 1567]
col7-body-11: and the subject the district of the said in their that with a the members were of the Association the of which it is and to the that would be in the of this in the Colony of the question and of the in which it was the the matter had been and it was that the whole were to the and of the Council the of the same in bbox=[837, 639, 965, 692]
col4-body-9: and the subject the district of the said in their that with a the members were of the Association the of which it is and to the that would be in the of this in the Colony of the question and of the in which it was the the matter had been and it was that the whole were to the and of the Council the of the same in bbox=[424, 590, 552, 643]
col5-body-12: and the subject the district of the said in their that with a the members were of the Association the of which it is and to the that would be in the of this in the Colony of the question and of the in which it was the the matter had been and it was that the whole were to the and of the Council the of the same in bbox=[562, 671, 689, 725]
diaries: DIARIES FOR 1893. bbox=[304, 679, 396, 691]
col6-body-18: and the subject the district of the said in their that with a the members were of the Association the of which it is and to the that would be in the of this in the Colony of the question and of the in which it was the the matter had been and it was that the whole were to the and of the Council the of the same in bbox=[699, 1008, 827, 1062]
dentist-line: SURGEON AND DENTIST, bbox=[174, 1107, 250, 1114]
new-dresses: NEW DRESSES bbox=[293, 768, 407, 786]
col8-body-1: and the subject the district of the said in their that with a the members were of the Association the of which it is and to the that would be in the of this in the Colony of the question and of the in which it was the the matter had been and it was that the whole were to the and of the Council the of the same in bbox=[975, 73, 1103, 126]
peter-dawson: PETER DAWSON bbox=[26, 941, 123, 956]
col5-body-15: and the subject the district of the said in their that with a the members were of the Association the of which it is and to the that would be in the of this in the Colony of the question and of the in which it was the the matter had been and it was that the whole were to the and of the Council the of the same in bbox=[562, 840, 689, 893]
col6-body-31: and the subject the district of the said in their that with a the members were of the Association the of which it is and to the that would be in the of this in the Colony of the question and of the in which it was the the matter had been and it was that the whole were to the and of the Council the of the same in bbox=[699, 1738, 827, 1792]
col4-body-27: and the subject the district of the said in their that with a the members were of the Association the of which it is and to the that would be in the of this in the Colony of the question and of the in which it was the the matter had been and it was that the whole were to the and of the Council the of the same in bbox=[424, 1766, 552, 1819]
col4-body-12: and the subject the district of the said in their that with a the members were of the Association the of which it is and to the that would be in the of this in the Colony of the question and of the in which it was the the matter had been and it was that the whole were to the and of the Council the of the same in bbox=[424, 788, 552, 842]
custom-house: CUSTOM HOUSE QUAY, WELLINGTON. bbox=[154, 817, 270, 825]
london-notes: London Notes. bbox=[874, 1049, 928, 1060]
christmas-season: CHRISTMAS SEASON. bbox=[297, 1046, 403, 1058]
col4-body-26: and the subject the district of the said in their that with a the members were of the Association the of which it is and to the that would be in the of this in the Colony of the question and of the in which it was the the matter had been and it was that the whole were to the and of the Council the of the same in bbox=[424, 1709, 552, 1763]
